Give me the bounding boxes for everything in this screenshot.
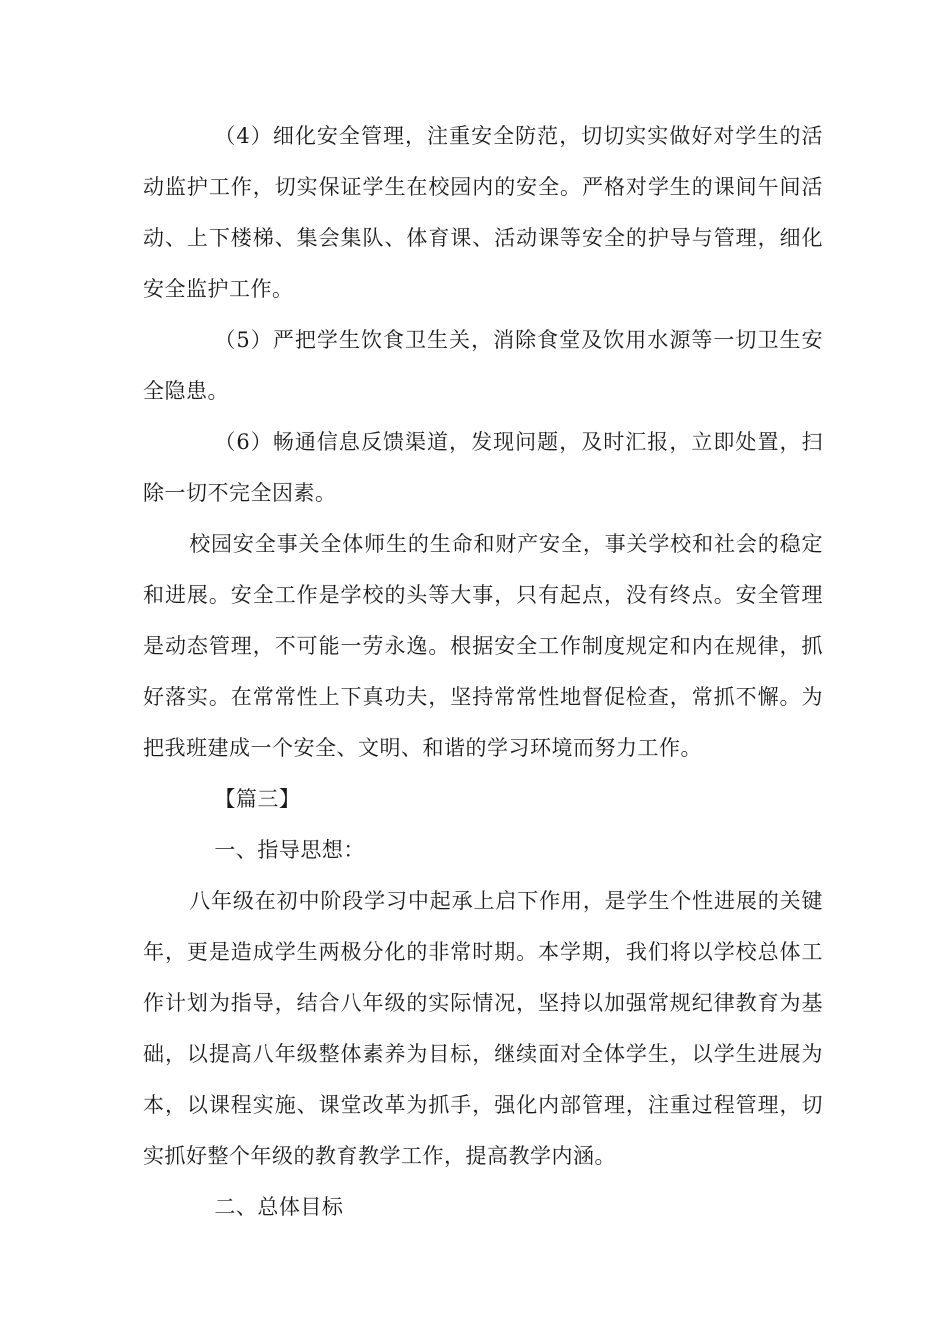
- paragraph-grade-eight: 八年级在初中阶段学习中起承上启下作用，是学生个性进展的关键年，更是造成学生两极分化的非常时期。本学期，我们将以学校总体工作计划为指导，结合八年级的实际情况，坚持以加强常规纪律教育为基础，以提高八年级整体素养为目标，继续面对全体学生，以学生进展为本，以课程实施、课堂改革为抓手，强化内部管理，注重过程管理，切实抓好整个年级的教育教学工作，提高教学内涵。: [143, 889, 823, 1168]
- paragraph-item-6: （6）畅通信息反馈渠道，发现问题，及时汇报，立即处置，扫除一切不完全因素。: [143, 430, 823, 505]
- paragraph-item-4: （4）细化安全管理，注重安全防范，切切实实做好对学生的活动监护工作，切实保证学生在校园内的安全。严格对学生的课间午间活动、上下楼梯、集会集队、体育课、活动课等安全的护导与管理，细化安全监护工作。: [143, 124, 823, 301]
- paragraph-campus-safety: 校园安全事关全体师生的生命和财产安全，事关学校和社会的稳定和进展。安全工作是学校的头等大事，只有起点，没有终点。安全管理是动态管理，不可能一劳永逸。根据安全工作制度规定和内在规律，抓好落实。在常常性上下真功夫，坚持常常性地督促检查，常抓不懈。为把我班建成一个安全、文明、和谐的学习环境而努力工作。: [143, 532, 823, 760]
- part-three-heading: 【篇三】: [214, 787, 301, 811]
- guiding-thought-heading: 一、指导思想：: [214, 838, 365, 862]
- document-body: [143, 111, 823, 1233]
- overall-goal-heading: 二、总体目标: [214, 1195, 344, 1219]
- paragraph-item-5: （5）严把学生饮食卫生关，消除食堂及饮用水源等一切卫生安全隐患。: [143, 328, 823, 403]
